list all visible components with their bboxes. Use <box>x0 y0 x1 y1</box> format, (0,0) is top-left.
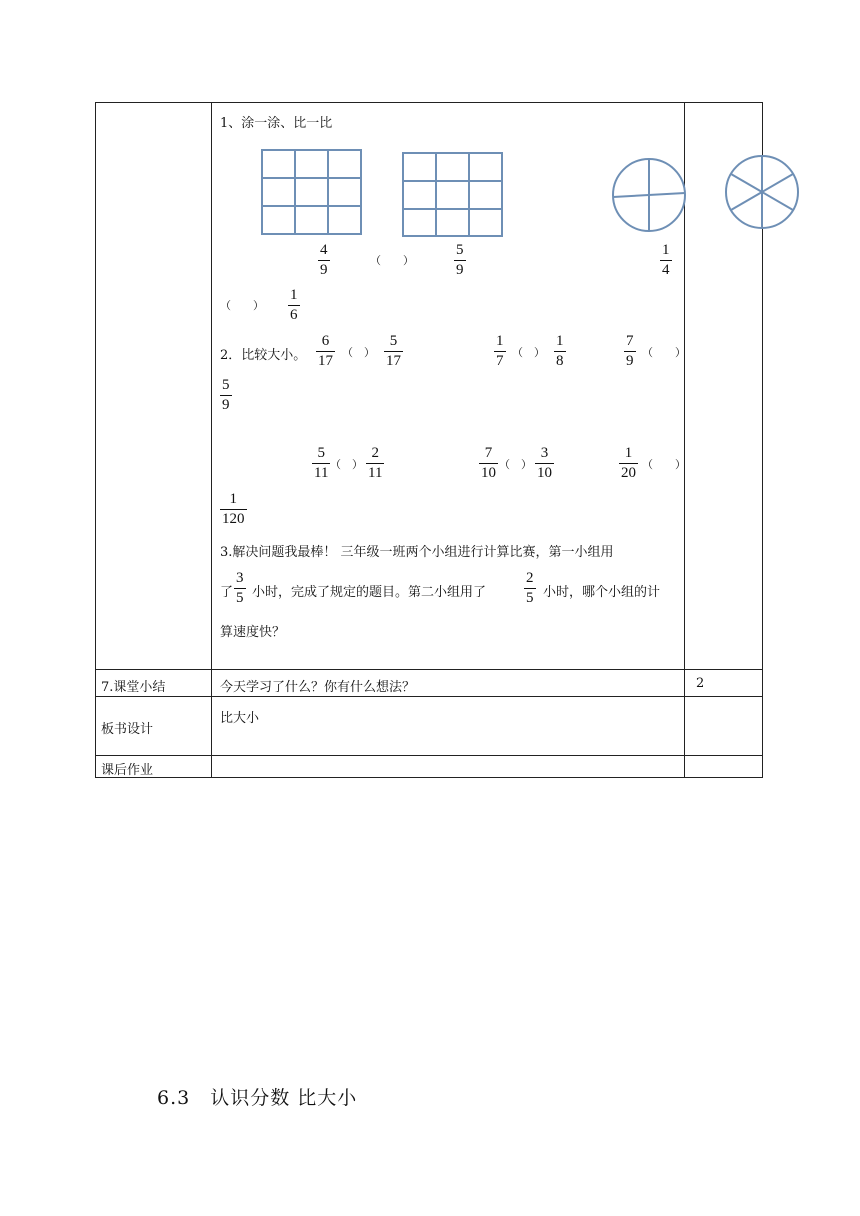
fraction: 5 9 <box>222 377 230 413</box>
board-design-content: 比大小 <box>220 711 260 726</box>
summary-minutes: 2 <box>696 676 705 691</box>
exercise-3-line-2-middle: 小时，完成了规定的题目。第二小组用了 <box>252 585 487 600</box>
exercise-1-title: 1、涂一涂、比一比 <box>220 116 333 131</box>
summary-content: 今天学习了什么？你有什么想法？ <box>220 680 416 695</box>
answer-blank[interactable]: （ ） <box>220 299 264 312</box>
summary-label: 7.课堂小结 <box>101 680 166 695</box>
fraction: 3 5 <box>236 570 244 606</box>
fraction: 7 10 <box>481 445 496 481</box>
answer-blank[interactable]: （ ） <box>330 458 363 471</box>
answer-blank[interactable]: （ ） <box>642 458 686 471</box>
fraction: 6 17 <box>318 333 333 369</box>
exercise-3-line-2-suffix: 小时，哪个小组的计 <box>543 585 661 600</box>
board-design-label: 板书设计 <box>101 722 154 737</box>
fraction: 5 11 <box>314 445 329 481</box>
next-section-heading: 6.3 认识分数 比大小 <box>157 1087 358 1109</box>
homework-label: 课后作业 <box>101 763 154 778</box>
circle-figure-sixths <box>724 154 802 232</box>
fraction: 1 7 <box>496 333 504 369</box>
answer-blank[interactable]: （ ） <box>499 458 532 471</box>
fraction: 2 5 <box>526 570 534 606</box>
exercise-3-line-2-prefix: 了 <box>220 585 234 600</box>
answer-blank[interactable]: （ ） <box>642 346 686 359</box>
answer-blank[interactable]: （ ） <box>370 254 414 267</box>
fraction: 2 11 <box>368 445 383 481</box>
exercise-3-line-1: 3.解决问题我最棒！ 三年级一班两个小组进行计算比赛，第一小组用 <box>220 545 614 560</box>
fraction: 1 20 <box>621 445 636 481</box>
fraction-1-4: 1 4 <box>662 242 670 278</box>
fraction-4-9: 4 9 <box>320 242 328 278</box>
grid-figure-left <box>261 149 363 237</box>
fraction: 3 10 <box>537 445 552 481</box>
exercise-3-line-3: 算速度快？ <box>220 625 286 640</box>
fraction: 5 17 <box>386 333 401 369</box>
fraction: 1 8 <box>556 333 564 369</box>
exercise-2-title: 2．比较大小。 <box>220 348 307 363</box>
answer-blank[interactable]: （ ） <box>512 346 545 359</box>
grid-figure-right <box>402 152 504 238</box>
circle-figure-quarters <box>611 157 689 235</box>
fraction: 7 9 <box>626 333 634 369</box>
fraction: 1 120 <box>222 491 245 527</box>
fraction-1-6: 1 6 <box>290 287 298 323</box>
fraction-5-9: 5 9 <box>456 242 464 278</box>
answer-blank[interactable]: （ ） <box>342 346 375 359</box>
